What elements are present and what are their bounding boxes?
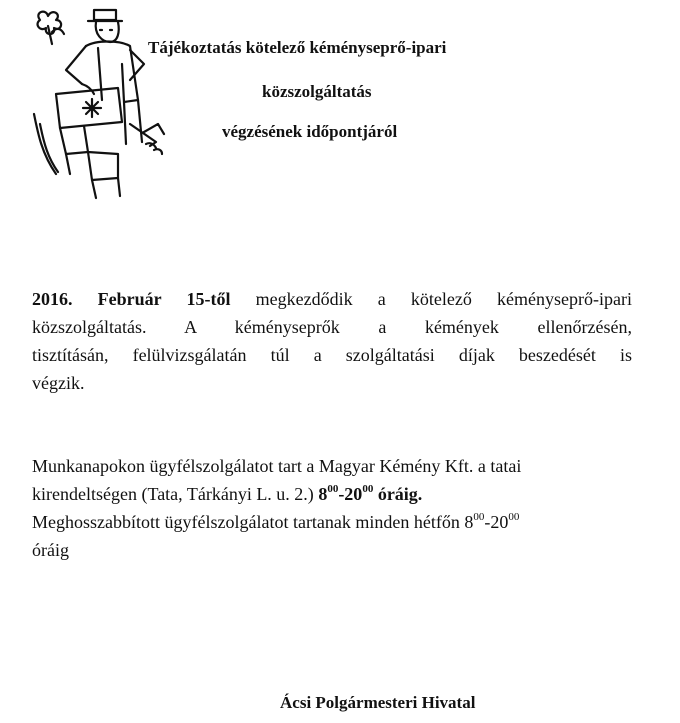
office-address: kirendeltségen (Tata, Tárkányi L. u. 2.) [32, 484, 314, 504]
paragraph2-line3: Meghosszabbított ügyfélszolgálatot tartanak minden hétfőn $8^{00}-20^{00}$ [32, 511, 520, 532]
office-hours-paragraph [32, 452, 632, 564]
paragraph1-line1 [32, 285, 632, 313]
chimney-sweep-icon [26, 4, 186, 200]
paragraph1-line3: tisztításán, felülvizsgálatán túl a szolgáltatási díjak beszedését is [32, 345, 632, 365]
office-hours: $8^{00}-20^{00}$ óráig. [318, 483, 423, 504]
paragraph1-line4: végzik. [32, 373, 85, 393]
start-date: 2016. Február 15-től [32, 289, 231, 309]
title-line-2: közszolgáltatás [262, 82, 372, 101]
paragraph1-line2: közszolgáltatás. A kéményseprők a kémények ellenőrzésén, [32, 317, 632, 337]
paragraph2-line4: óráig [32, 540, 69, 560]
title-line-3: végzésének időpontjáról [222, 122, 398, 141]
paragraph1-line1-rest: megkezdődik a kötelező kéményseprő-ipari [255, 289, 632, 309]
paragraph2-line2 [32, 480, 632, 508]
signature: Ácsi Polgármesteri Hivatal [280, 693, 476, 712]
paragraph2-line1: Munkanapokon ügyfélszolgálatot tart a Magyar Kémény Kft. a tatai [32, 456, 522, 476]
announcement-paragraph [32, 285, 632, 397]
title-line-1: Tájékoztatás kötelező kéményseprő-ipari [148, 38, 447, 57]
